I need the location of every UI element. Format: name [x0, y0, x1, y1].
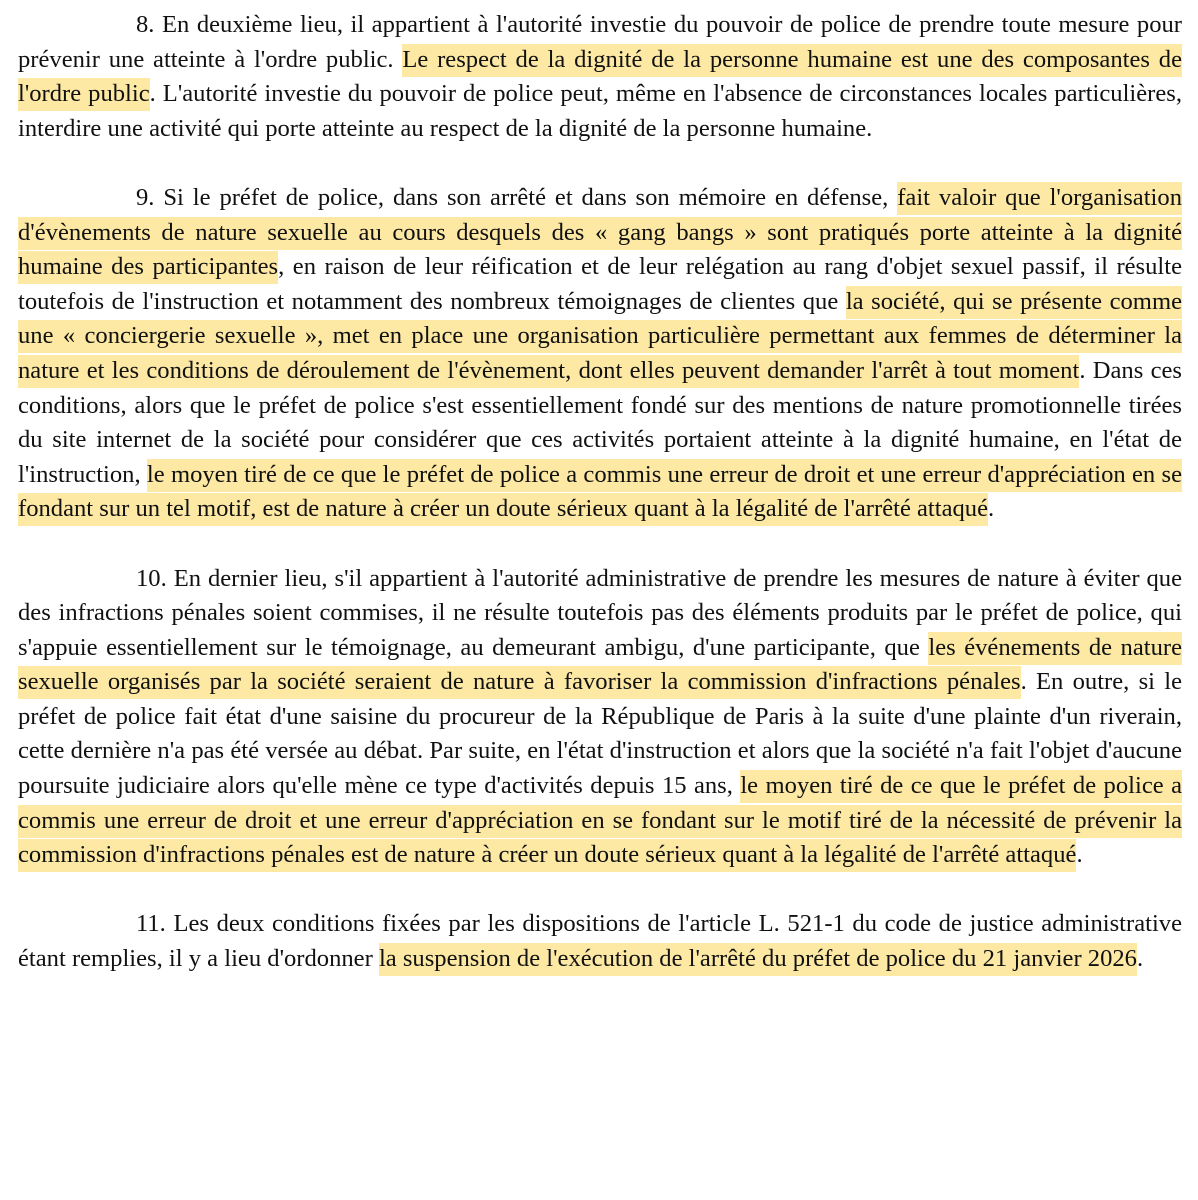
paragraph-number: 9.	[136, 183, 155, 211]
highlighted-segment: la suspension de l'exécution de l'arrêté du préfet de police du 21 janvier 2026	[379, 943, 1137, 976]
text-segment: . L'autorité investie du pouvoir de police peut, même en l'absence de circonstances locales particulières, interdire une activité qui porte atteinte au respect de la dignité de la personne humaine.	[18, 80, 1182, 142]
paragraph-10	[18, 562, 1182, 873]
highlighted-segment: la société, qui se présente comme une « conciergerie sexuelle », met en place une organisation particulière permettant aux femmes de déterminer la nature et les conditions de déroulement de l'évènement, dont elles peuvent demander l'arrêt à tout moment	[18, 286, 1182, 388]
paragraph-number: 8.	[136, 11, 155, 38]
paragraph-number: 10.	[136, 564, 167, 592]
highlighted-segment: Le respect de la dignité de la personne humaine est une des composantes de l'ordre public	[18, 44, 1182, 112]
paragraph-9	[18, 181, 1182, 527]
text-segment: .	[1076, 841, 1083, 869]
text-segment: .	[1136, 945, 1144, 973]
paragraph-8	[18, 8, 1182, 146]
text-segment: En dernier lieu, s'il appartient à l'autorité administrative de prendre les mesures de nature à éviter que des infractions pénales soient commises, il ne résulte toutefois pas des éléments produits par le préfet de police, qui s'appuie essentiellement sur le témoignage, au demeurant ambigu, d'une participante, que	[18, 564, 1183, 661]
paragraph-number: 11.	[136, 910, 166, 938]
highlighted-segment: les événements de nature sexuelle organisés par la société seraient de nature à favoriser la commission d'infractions pénales	[18, 632, 1182, 700]
highlighted-segment: le moyen tiré de ce que le préfet de police a commis une erreur de droit et une erreur d'appréciation en se fondant sur le motif tiré de la nécessité de prévenir la commission d'infractions pénales est de nature à créer un doute sérieux quant à la légalité de l'arrêté attaqué	[18, 770, 1182, 872]
paragraph-11	[18, 907, 1182, 976]
text-segment: Si le préfet de police, dans son arrêté et dans son mémoire en défense,	[163, 183, 898, 211]
highlighted-segment: fait valoir que l'organisation d'évènements de nature sexuelle au cours desquels des « gang bangs » sont pratiqués porte atteinte à la dignité humaine des participantes	[18, 182, 1182, 284]
text-segment: , en raison de leur réification et de leur relégation au rang d'objet sexuel passif, il résulte toutefois de l'instruction et notamment des nombreux témoignages de clientes que	[18, 253, 1182, 315]
text-segment: . Dans ces conditions, alors que le préfet de police s'est essentiellement fondé sur des mentions de nature promotionnelle tirées du site internet de la société pour considérer que ces activités portaient atteinte à la dignité humaine, en l'état de l'instruction,	[18, 356, 1182, 488]
text-segment: En deuxième lieu, il appartient à l'autorité investie du pouvoir de police de prendre toute mesure pour prévenir une atteinte à l'ordre public.	[18, 11, 1182, 73]
highlighted-segment: le moyen tiré de ce que le préfet de police a commis une erreur de droit et une erreur d'appréciation en se fondant sur un tel motif, est de nature à créer un doute sérieux quant à la légalité de l'arrêté attaqué	[18, 459, 1182, 527]
text-segment: Les deux conditions fixées par les dispositions de l'article L. 521-1 du code de justice administrative étant remplies, il y a lieu d'ordonner	[18, 910, 1182, 973]
text-segment: . En outre, si le préfet de police fait état d'une saisine du procureur de la République de Paris à la suite d'une plainte d'un riverain, cette dernière n'a pas été versée au débat. Par suite, en l'état d'instruction et alors que la société n'a fait l'objet d'aucune poursuite judiciaire alors qu'elle mène ce type d'activités depuis 15 ans,	[18, 668, 1182, 800]
text-segment: .	[988, 495, 995, 523]
